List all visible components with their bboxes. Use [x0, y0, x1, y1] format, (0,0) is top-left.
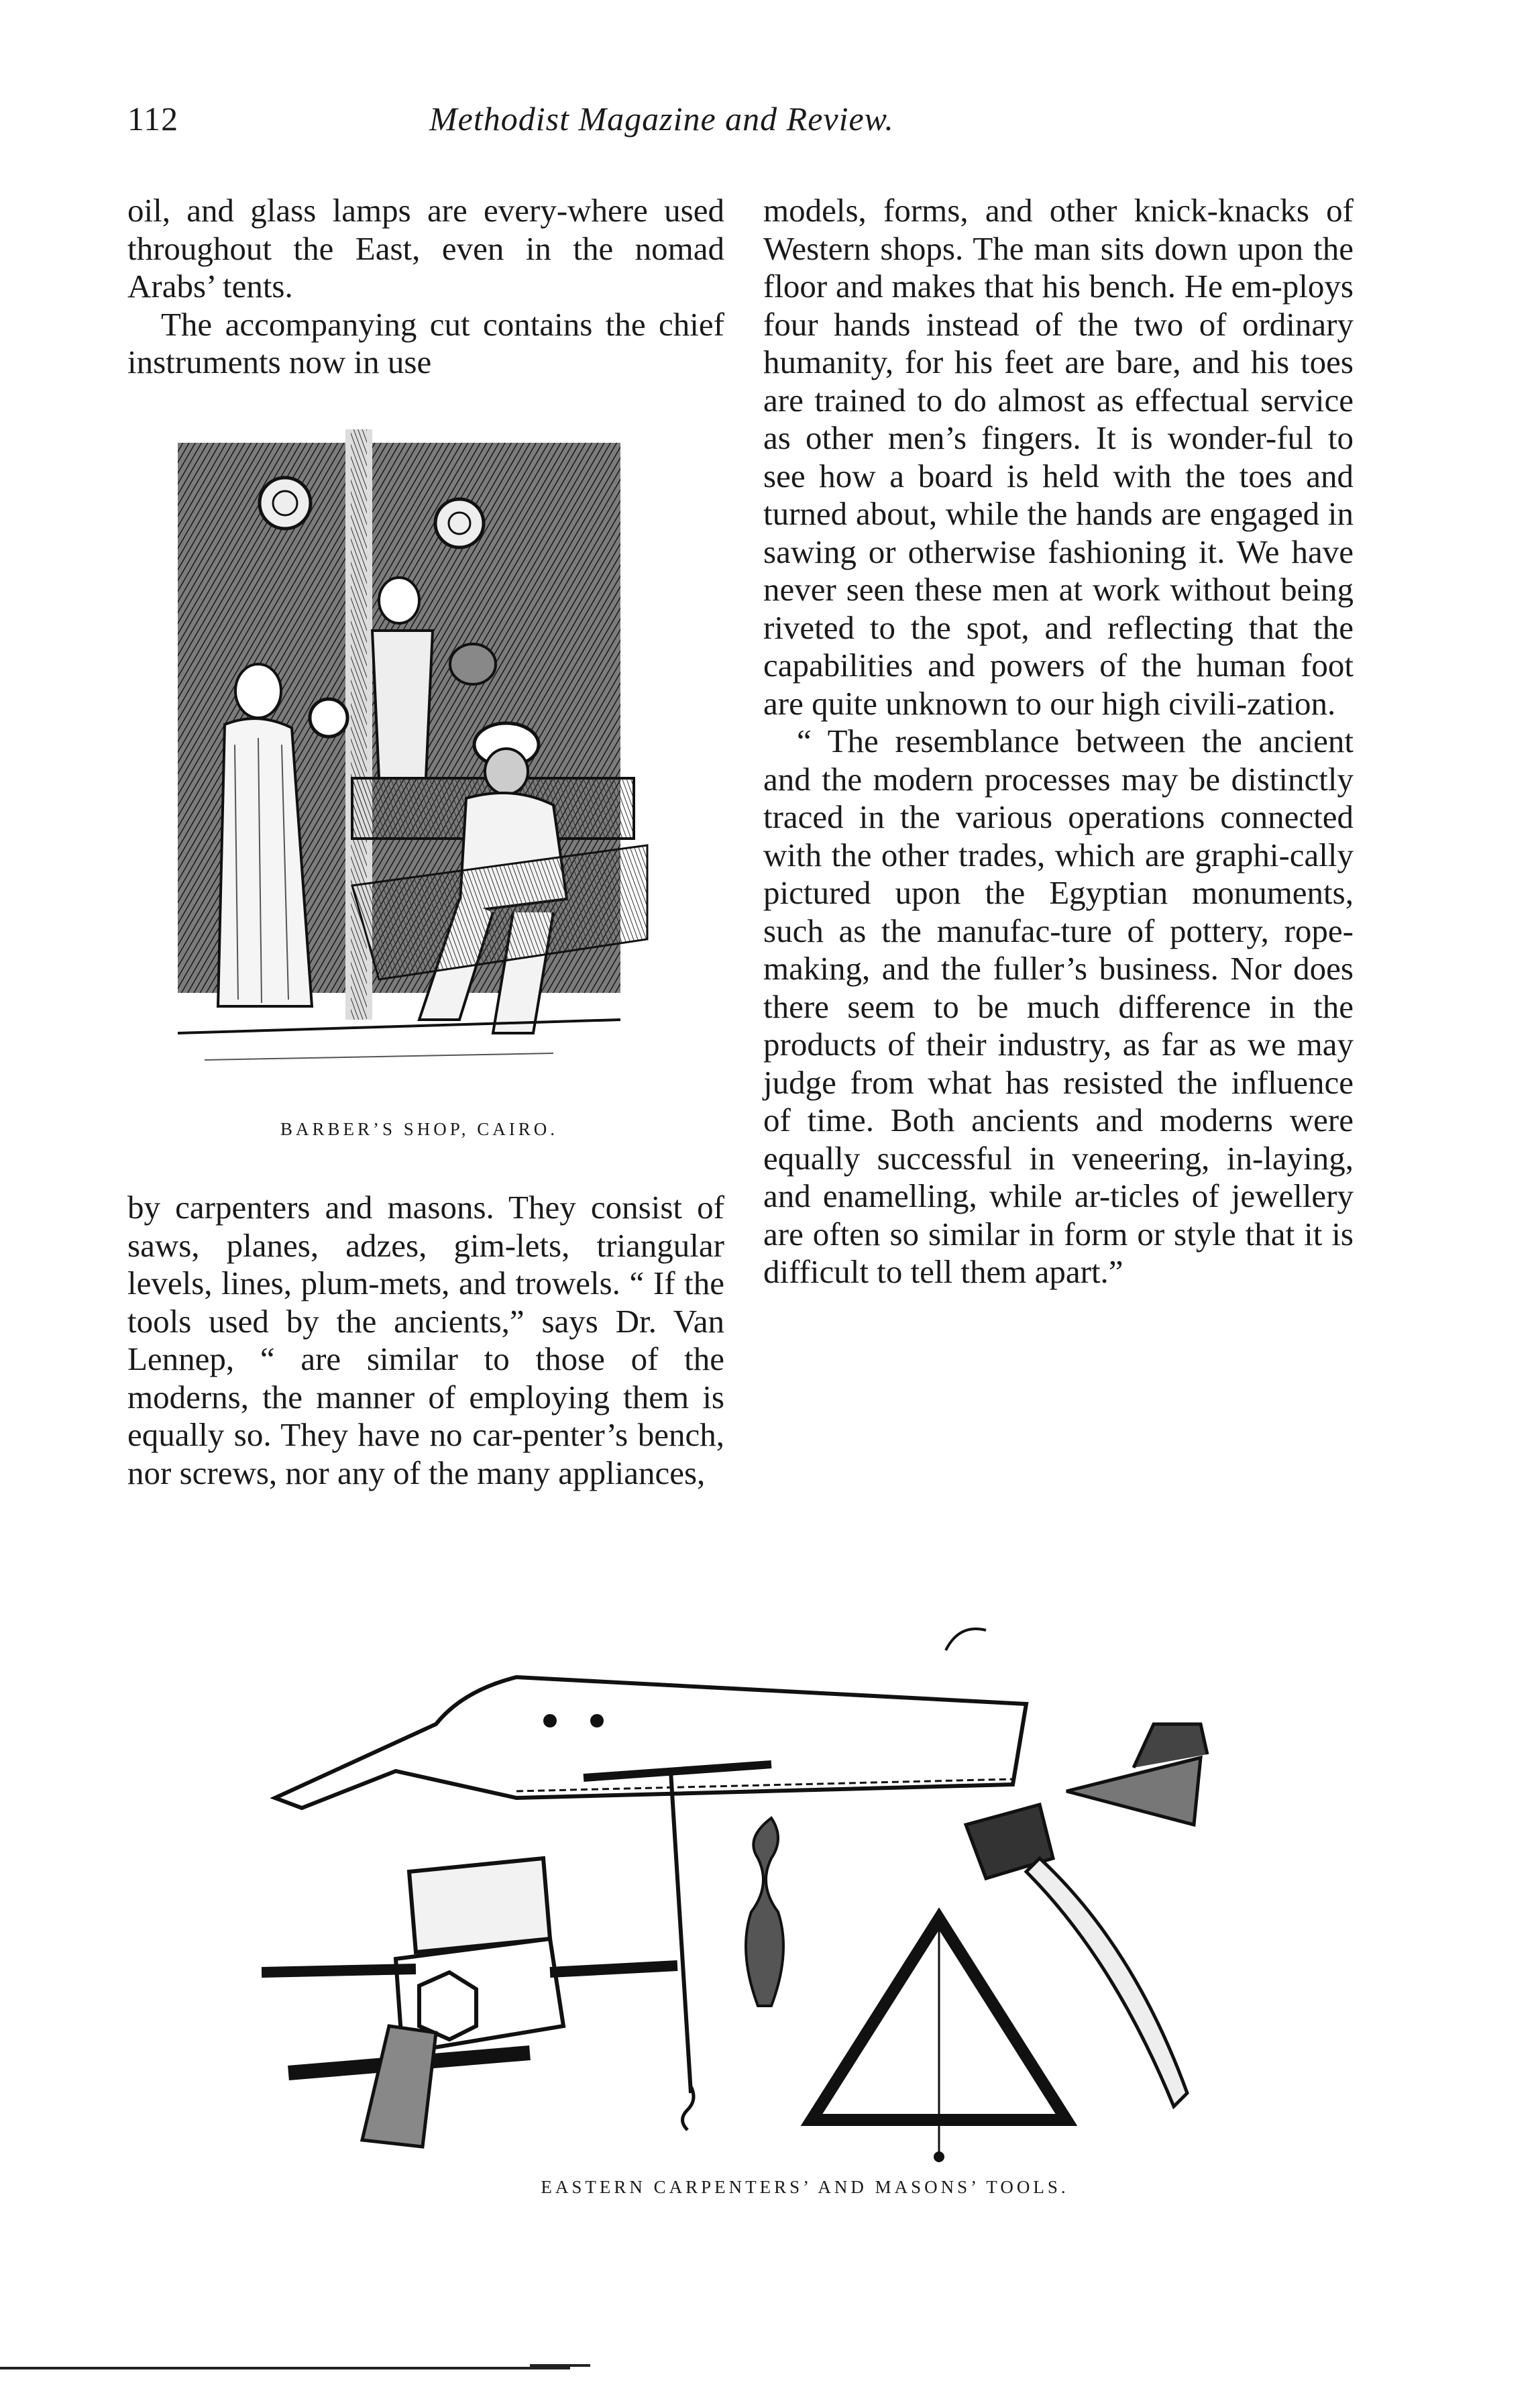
- barber-shop-engraving: [178, 429, 661, 1073]
- paragraph: models, forms, and other knick-knacks of Western shops. The man sits down upon the floor and makes that his bench. He em-ploys four hands instead of the two of ordinary humanity, for his feet are bare, and his toes are trained to do almost as effectual service as other men’s fingers. It is wonder-ful to see how a board is held with the toes and turned about, while the hands are engaged in sawing or otherwise fashioning it. We have never seen these men at work without being riveted to the spot, and reflecting that the capabilities and powers of the human foot are quite unknown to our high civili-zation.: [763, 192, 1354, 722]
- left-column-top: [127, 192, 724, 382]
- bottom-rule: [0, 2367, 570, 2369]
- paragraph: by carpenters and masons. They consist of saws, planes, adzes, gim-lets, triangular levels, lines, plum-mets, and trowels. “ If the tools used by the ancients,” says Dr. Van Lennep, “ are similar to those of the moderns, the manner of employing them is equally so. They have no car-penter’s bench, nor screws, nor any of the many appliances,: [127, 1189, 724, 1491]
- tools-illustration: [262, 1623, 1335, 2167]
- barber-shop-illustration: [178, 429, 661, 1073]
- bottom-rule-short: [530, 2364, 590, 2367]
- right-column: [763, 192, 1354, 1291]
- paragraph: The accompanying cut contains the chief instruments now in use: [127, 305, 724, 380]
- running-title: Methodist Magazine and Review.: [429, 100, 894, 138]
- tools-engraving: [262, 1623, 1335, 2167]
- left-column-bottom: [127, 1189, 724, 1492]
- paragraph: oil, and glass lamps are every-where used throughout the East, even in the nomad Arabs’ tents.: [127, 192, 724, 305]
- tools-figure-caption: EASTERN CARPENTERS’ AND MASONS’ TOOLS.: [541, 2177, 1069, 2197]
- page-number: 112: [127, 100, 179, 138]
- barber-figure-caption: BARBER’S SHOP, CAIRO.: [280, 1119, 559, 1139]
- paragraph: “ The resemblance between the ancient and the modern processes may be distinctly traced in the various operations connected with the other trades, which are graphi-cally pictured upon the Egyptian monuments, such as the manufac-ture of pottery, rope-making, and the fuller’s business. Nor does there seem to be much difference in the products of their industry, as far as we may judge from what has resisted the influence of time. Both ancients and moderns were equally successful in veneering, in-laying, and enamelling, while ar-ticles of jewellery are often so similar in form or style that it is difficult to tell them apart.”: [763, 723, 1354, 1290]
